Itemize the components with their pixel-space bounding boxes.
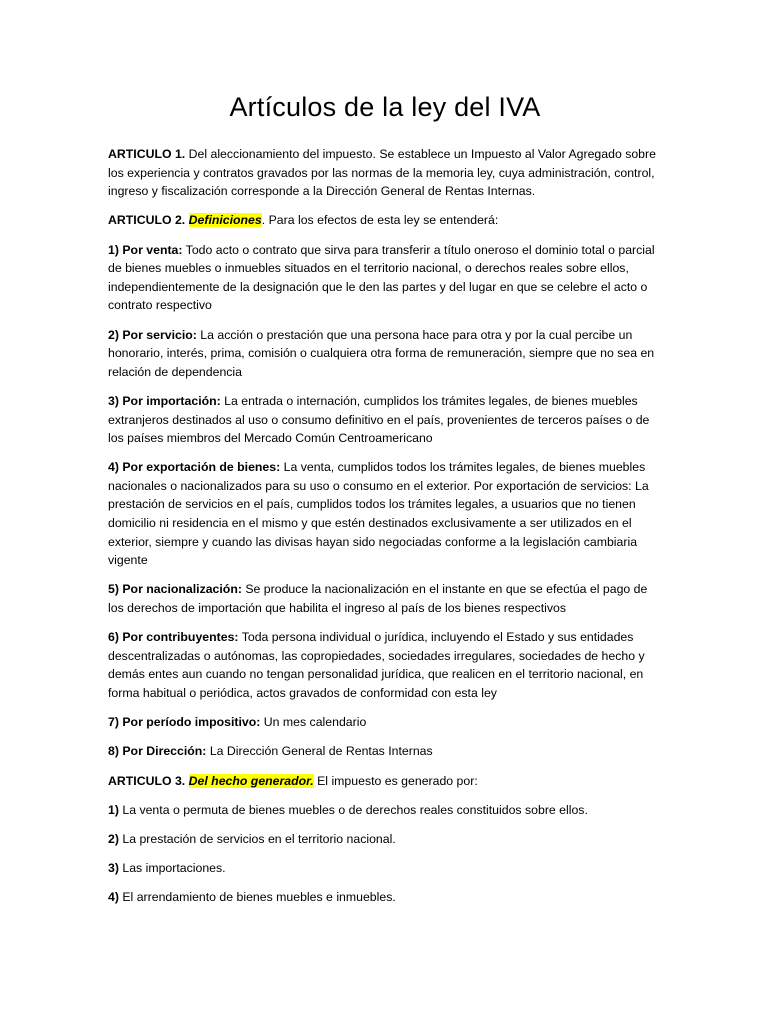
- definition-text: Un mes calendario: [260, 715, 367, 730]
- generator-label: 4): [108, 890, 119, 905]
- definition-label: 8) Por Dirección:: [108, 744, 207, 759]
- generator-text: La prestación de servicios en el territorio nacional.: [118, 831, 396, 846]
- article-3: [108, 772, 662, 791]
- generator-item: [108, 888, 662, 907]
- article-label: ARTICULO 2.: [108, 213, 186, 228]
- definition-text: Se produce la nacionalización en el instante en que se efectúa el pago de los derechos de importación que habilita el ingreso al país de los bienes respectivos: [108, 582, 648, 616]
- generator-text: La venta o permuta de bienes muebles o de derechos reales constituidos sobre ellos.: [118, 802, 588, 817]
- highlighted-heading: Definiciones: [188, 213, 262, 228]
- definition-item: [108, 392, 662, 448]
- definition-label: 3) Por importación:: [108, 393, 221, 408]
- definition-label: 2) Por servicio:: [108, 327, 197, 342]
- definition-item: [108, 241, 662, 315]
- definition-text: Todo acto o contrato que sirva para transferir a título oneroso el dominio total o parcial de bienes muebles o inmuebles situados en el territorio nacional, o derechos reales sobre ellos, independientemente de la designación que le den las partes y del lugar en que se celebre el acto o contrato respectivo: [108, 242, 655, 313]
- definition-item: [108, 628, 662, 702]
- article-label: ARTICULO 3.: [108, 773, 186, 788]
- definition-item: [108, 326, 662, 382]
- article-label: ARTICULO 1.: [108, 147, 186, 161]
- generator-text: El arrendamiento de bienes muebles e inmuebles.: [118, 890, 396, 905]
- generator-text: Las importaciones.: [118, 861, 226, 876]
- definition-label: 4) Por exportación de bienes:: [108, 460, 281, 475]
- definition-label: 6) Por contribuyentes:: [108, 630, 239, 645]
- definition-item: [108, 742, 662, 761]
- generator-item: [108, 801, 662, 820]
- generator-label: 2): [108, 831, 119, 846]
- definition-text: Toda persona individual o jurídica, incluyendo el Estado y sus entidades descentralizadas o autónomas, las copropiedades, sociedades irregulares, sociedades de hecho y demás entes aun cuando no tengan personalidad jurídica, que realicen en el territorio nacional, en forma habitual o periódica, actos gravados de conformidad con esta ley: [108, 630, 645, 700]
- generator-label: 3): [108, 861, 119, 876]
- article-text: Del aleccionamiento del impuesto. Se establece un Impuesto al Valor Agregado sobre los experiencia y contratos gravados por las normas de la memoria ley, cuya administración, control, ingreso y fiscalización corresponde a la Dirección General de Rentas Internas.: [108, 147, 656, 199]
- article-1: [108, 145, 662, 201]
- generator-item: [108, 830, 662, 849]
- definition-text: La venta, cumplidos todos los trámites legales, de bienes muebles nacionales o nacionalizados para su uso o consumo en el exterior. Por exportación de servicios: La prestación de servicios en el país, cumplidos todos los trámites legales, a usuarios que no tienen domicilio ni residencia en el mismo y que estén destinados exclusivamente a ser utilizados en el exterior, siempre y cuando las divisas hayan sido negociadas conforme a la legislación cambiaria vigente: [108, 460, 649, 568]
- definition-item: [108, 580, 662, 617]
- definition-label: 1) Por venta:: [108, 242, 183, 257]
- article-2: [108, 211, 662, 230]
- page-title: Artículos de la ley del IVA: [229, 92, 541, 122]
- article-text: El impuesto es generado por:: [313, 773, 478, 788]
- definition-item: [108, 458, 662, 570]
- definition-label: 5) Por nacionalización:: [108, 582, 242, 597]
- article-text: . Para los efectos de esta ley se entenderá:: [261, 213, 499, 228]
- definition-text: La acción o prestación que una persona hace para otra y por la cual percibe un honorario, interés, prima, comisión o cualquiera otra forma de remuneración, siempre que no sea en relación de dependencia: [108, 327, 655, 379]
- highlighted-heading: Del hecho generador.: [188, 773, 314, 788]
- definition-text: La entrada o internación, cumplidos los trámites legales, de bienes muebles extranjeros destinados al uso o consumo definitivo en el país, provenientes de terceros países o de los países miembros del Mercado Común Centroamericano: [108, 393, 650, 446]
- definition-label: 7) Por período impositivo:: [108, 715, 261, 730]
- generator-item: [108, 859, 662, 878]
- generator-label: 1): [108, 802, 119, 817]
- definition-text: La Dirección General de Rentas Internas: [206, 744, 433, 759]
- definition-item: [108, 713, 662, 732]
